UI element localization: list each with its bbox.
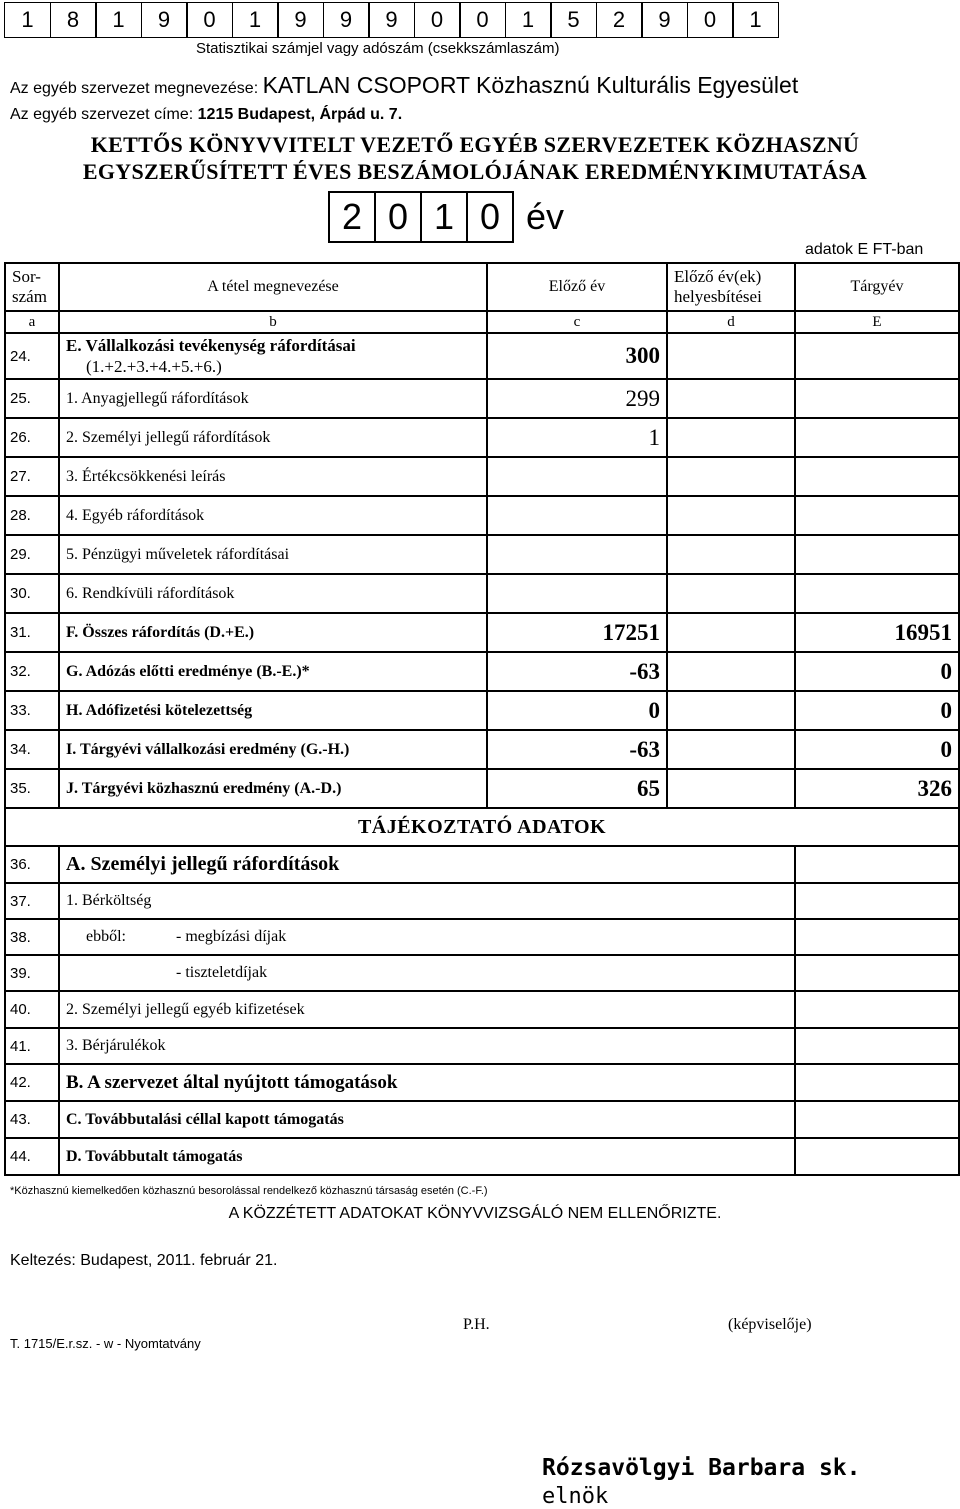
stat-digit: 5 xyxy=(550,2,597,38)
row-prev-value: 0 xyxy=(487,691,667,730)
row-curr-value xyxy=(795,991,959,1028)
row-label: H. Adófizetési kötelezettség xyxy=(59,691,487,730)
row-curr-value: 0 xyxy=(795,691,959,730)
row-curr-value xyxy=(795,574,959,613)
row-curr-value xyxy=(795,457,959,496)
header-corrections: Előző év(ek) helyesbítései xyxy=(667,263,795,311)
row-curr-value xyxy=(795,1138,959,1175)
stat-digit: 8 xyxy=(50,2,97,38)
row-number: 28. xyxy=(5,496,59,535)
row-prev-value: 17251 xyxy=(487,613,667,652)
row-corr-value xyxy=(667,769,795,808)
row-corr-value xyxy=(667,613,795,652)
row-number: 27. xyxy=(5,457,59,496)
year-digit: 1 xyxy=(420,191,468,243)
row-curr-value xyxy=(795,1028,959,1064)
row-curr-value xyxy=(795,496,959,535)
row-prev-value: -63 xyxy=(487,730,667,769)
year-digit: 0 xyxy=(466,191,514,243)
row-label: F. Összes ráfordítás (D.+E.) xyxy=(59,613,487,652)
section-header-row xyxy=(5,808,959,846)
row-prev-value xyxy=(487,457,667,496)
row-prev-value xyxy=(487,574,667,613)
stat-digit: 9 xyxy=(277,2,324,38)
table-row xyxy=(5,955,959,991)
row-number: 31. xyxy=(5,613,59,652)
org-address-line xyxy=(10,106,402,124)
row-number: 32. xyxy=(5,652,59,691)
table-row xyxy=(5,379,959,418)
table-row xyxy=(5,496,959,535)
row-label: 4. Egyéb ráfordítások xyxy=(59,496,487,535)
header-sorszam: Sor- szám xyxy=(5,263,59,311)
row-number: 42. xyxy=(5,1064,59,1101)
row-prev-value xyxy=(487,535,667,574)
org-address: 1215 Budapest, Árpád u. 7. xyxy=(197,106,403,123)
table-row xyxy=(5,1028,959,1064)
row-curr-value: 16951 xyxy=(795,613,959,652)
representative-label: (képviselője) xyxy=(728,1316,812,1333)
row-corr-value xyxy=(667,379,795,418)
row-prev-value: 1 xyxy=(487,418,667,457)
row-curr-value xyxy=(795,883,959,919)
row-prev-value: 299 xyxy=(487,379,667,418)
row-number: 30. xyxy=(5,574,59,613)
table-header-row xyxy=(5,263,959,311)
row-label: 3. Bérjárulékok xyxy=(59,1028,795,1064)
header-name: A tétel megnevezése xyxy=(59,263,487,311)
row-label: B. A szervezet által nyújtott támogatások xyxy=(59,1064,795,1101)
row-label: E. Vállalkozási tevékenység ráfordításai (1.+2.+3.+4.+5.+6.) xyxy=(59,333,487,379)
col-letter: d xyxy=(667,311,795,333)
audit-notice: A KÖZZÉTETT ADATOKAT KÖNYVVIZSGÁLÓ NEM ELLENŐRIZTE. xyxy=(228,1205,722,1222)
row-number: 36. xyxy=(5,846,59,883)
stat-digit: 9 xyxy=(323,2,370,38)
table-row xyxy=(5,1101,959,1138)
row-label: 2. Személyi jellegű egyéb kifizetések xyxy=(59,991,795,1028)
stat-digit: 9 xyxy=(368,2,415,38)
row-corr-value xyxy=(667,457,795,496)
year-suffix: év xyxy=(526,196,565,237)
table-row xyxy=(5,1138,959,1175)
row-number: 26. xyxy=(5,418,59,457)
table-row xyxy=(5,613,959,652)
table-row xyxy=(5,1064,959,1101)
year-digit: 0 xyxy=(374,191,422,243)
row-number: 37. xyxy=(5,883,59,919)
row-number: 29. xyxy=(5,535,59,574)
stat-digit: 0 xyxy=(186,2,233,38)
row-number: 44. xyxy=(5,1138,59,1175)
row-number: 41. xyxy=(5,1028,59,1064)
row-label: 1. Anyagjellegű ráfordítások xyxy=(59,379,487,418)
row-label: C. Továbbutalási céllal kapott támogatás xyxy=(59,1101,795,1138)
col-letter: b xyxy=(59,311,487,333)
row-number: 34. xyxy=(5,730,59,769)
row-prev-value: 65 xyxy=(487,769,667,808)
table-row xyxy=(5,730,959,769)
row-curr-value xyxy=(795,919,959,955)
row-corr-value xyxy=(667,418,795,457)
table-row xyxy=(5,574,959,613)
table-row xyxy=(5,691,959,730)
row-corr-value xyxy=(667,691,795,730)
row-corr-value xyxy=(667,535,795,574)
section-title: TÁJÉKOZTATÓ ADATOK xyxy=(5,808,959,846)
stat-digit: 9 xyxy=(141,2,188,38)
row-number: 25. xyxy=(5,379,59,418)
form-id: T. 1715/E.r.sz. - w - Nyomtatvány xyxy=(10,1336,201,1351)
row-corr-value xyxy=(667,574,795,613)
table-row xyxy=(5,535,959,574)
row-curr-value xyxy=(795,955,959,991)
header-prev: Előző év xyxy=(487,263,667,311)
row-label: A. Személyi jellegű ráfordítások xyxy=(59,846,795,883)
table-row xyxy=(5,769,959,808)
row-number: 40. xyxy=(5,991,59,1028)
row-number: 33. xyxy=(5,691,59,730)
row-curr-value: 326 xyxy=(795,769,959,808)
org-name-line xyxy=(10,72,798,99)
year-boxes xyxy=(328,191,564,243)
signature-role: elnök xyxy=(542,1484,609,1509)
row-curr-value xyxy=(795,379,959,418)
row-label: 3. Értékcsökkenési leírás xyxy=(59,457,487,496)
col-letter: a xyxy=(5,311,59,333)
row-number: 43. xyxy=(5,1101,59,1138)
doc-title-line1: KETTŐS KÖNYVVITELT VEZETŐ EGYÉB SZERVEZETEK KÖZHASZNÚ xyxy=(90,132,860,157)
table-row xyxy=(5,919,959,955)
row-label: J. Tárgyévi közhasznú eredmény (A.-D.) xyxy=(59,769,487,808)
date-line: Keltezés: Budapest, 2011. február 21. xyxy=(10,1252,278,1269)
stat-digit: 0 xyxy=(687,2,734,38)
stat-digit: 1 xyxy=(732,2,779,38)
row-label: 1. Bérköltség xyxy=(59,883,795,919)
table-row xyxy=(5,418,959,457)
row-curr-value xyxy=(795,535,959,574)
row-curr-value xyxy=(795,418,959,457)
row-label: 5. Pénzügyi műveletek ráfordításai xyxy=(59,535,487,574)
row-curr-value xyxy=(795,333,959,379)
row-curr-value xyxy=(795,846,959,883)
col-letter: E xyxy=(795,311,959,333)
stat-digit: 9 xyxy=(641,2,688,38)
unit-label: adatok E FT-ban xyxy=(805,241,924,258)
stat-digit: 2 xyxy=(596,2,643,38)
row-number: 38. xyxy=(5,919,59,955)
table-row xyxy=(5,652,959,691)
row-corr-value xyxy=(667,730,795,769)
row-curr-value xyxy=(795,1101,959,1138)
row-label: G. Adózás előtti eredménye (B.-E.)* xyxy=(59,652,487,691)
row-curr-value xyxy=(795,1064,959,1101)
signature-name: Rózsavölgyi Barbara sk. xyxy=(542,1455,861,1481)
row-corr-value xyxy=(667,496,795,535)
row-curr-value: 0 xyxy=(795,730,959,769)
table-row xyxy=(5,333,959,379)
stat-number-label: Statisztikai számjel vagy adószám (csekkszámlaszám) xyxy=(196,40,560,57)
footnote: *Közhasznú kiemelkedően közhasznú besorolással rendelkező közhasznú társaság esetén (C.-F.) xyxy=(10,1185,488,1197)
row-label: 6. Rendkívüli ráfordítások xyxy=(59,574,487,613)
org-address-label: Az egyéb szervezet címe: xyxy=(10,106,194,123)
stamp-placeholder: P.H. xyxy=(463,1316,490,1333)
row-label: I. Tárgyévi vállalkozási eredmény (G.-H.) xyxy=(59,730,487,769)
column-letters-row xyxy=(5,311,959,333)
stat-digit: 1 xyxy=(232,2,279,38)
doc-title-line2: EGYSZERŰSÍTETT ÉVES BESZÁMOLÓJÁNAK EREDMÉNYKIMUTATÁSA xyxy=(82,159,868,184)
row-label: ebből: - megbízási díjak xyxy=(59,919,795,955)
stat-digit: 1 xyxy=(505,2,552,38)
stat-digit: 0 xyxy=(414,2,461,38)
stat-digit: 1 xyxy=(4,2,51,38)
income-statement-table xyxy=(4,262,960,1176)
row-number: 35. xyxy=(5,769,59,808)
stat-number-boxes xyxy=(4,2,779,38)
row-number: 24. xyxy=(5,333,59,379)
org-name: KATLAN CSOPORT Közhasznú Kulturális Egyesület xyxy=(262,72,799,98)
row-number: 39. xyxy=(5,955,59,991)
year-digit: 2 xyxy=(328,191,376,243)
table-row xyxy=(5,846,959,883)
row-label: - tiszteletdíjak xyxy=(59,955,795,991)
col-letter: c xyxy=(487,311,667,333)
row-label: 2. Személyi jellegű ráfordítások xyxy=(59,418,487,457)
table-row xyxy=(5,991,959,1028)
table-row xyxy=(5,883,959,919)
row-corr-value xyxy=(667,333,795,379)
row-label: D. Továbbutalt támogatás xyxy=(59,1138,795,1175)
row-prev-value: 300 xyxy=(487,333,667,379)
stat-digit: 0 xyxy=(459,2,506,38)
org-name-label: Az egyéb szervezet megnevezése: xyxy=(10,80,259,97)
table-row xyxy=(5,457,959,496)
stat-digit: 1 xyxy=(95,2,142,38)
row-prev-value xyxy=(487,496,667,535)
row-prev-value: -63 xyxy=(487,652,667,691)
header-curr: Tárgyév xyxy=(795,263,959,311)
row-curr-value: 0 xyxy=(795,652,959,691)
row-corr-value xyxy=(667,652,795,691)
